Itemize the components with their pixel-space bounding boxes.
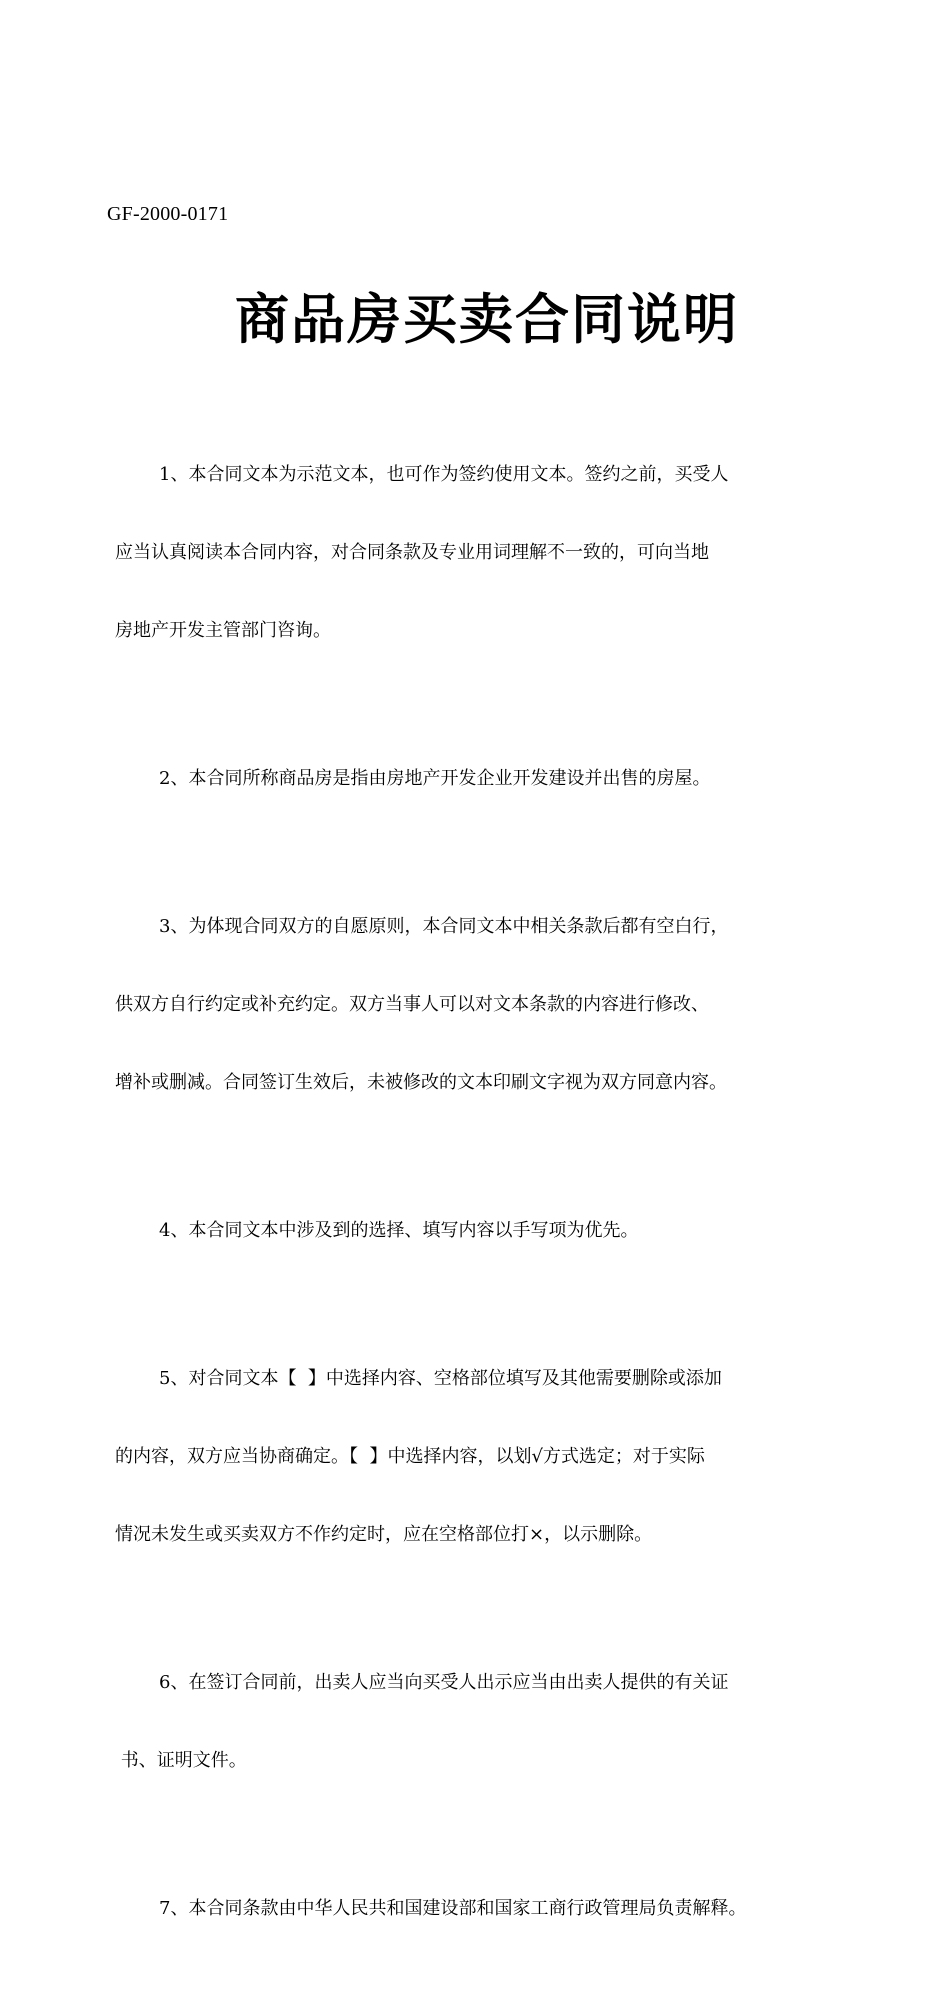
paragraph-line: 4、本合同文本中涉及到的选择、填写内容以手写项为优先。 <box>159 1220 639 1241</box>
paragraph-1 <box>115 410 905 696</box>
paragraph-6 <box>115 1618 905 1826</box>
paragraph-7 <box>115 1844 905 1974</box>
paragraph-line: 供双方自行约定或补充约定。双方当事人可以对文本条款的内容进行修改、 <box>115 994 709 1015</box>
page-title: 商品房买卖合同说明 <box>235 288 739 351</box>
paragraph-line: 书、证明文件。 <box>115 1750 247 1771</box>
paragraph-line: 房地产开发主管部门咨询。 <box>115 620 331 641</box>
paragraph-line: 1、本合同文本为示范文本，也可作为签约使用文本。签约之前，买受人 <box>159 464 729 485</box>
paragraph-line: 3、为体现合同双方的自愿原则，本合同文本中相关条款后都有空白行， <box>159 916 729 937</box>
paragraph-line: 情况未发生或买卖双方不作约定时，应在空格部位打×，以示删除。 <box>115 1524 653 1545</box>
paragraph-line: 增补或删减。合同签订生效后，未被修改的文本印刷文字视为双方同意内容。 <box>115 1072 727 1093</box>
paragraph-line: 6、在签订合同前，出卖人应当向买受人出示应当由出卖人提供的有关证 <box>159 1672 729 1693</box>
paragraph-line: 7、本合同条款由中华人民共和国建设部和国家工商行政管理局负责解释。 <box>159 1898 747 1919</box>
instructions-body <box>115 410 905 1992</box>
paragraph-4 <box>115 1166 905 1296</box>
paragraph-line: 的内容，双方应当协商确定。【 】中选择内容，以划√方式选定；对于实际 <box>115 1446 705 1467</box>
paragraph-3 <box>115 862 905 1148</box>
paragraph-line: 应当认真阅读本合同内容，对合同条款及专业用词理解不一致的，可向当地 <box>115 542 709 563</box>
paragraph-5 <box>115 1314 905 1600</box>
paragraph-line: 2、本合同所称商品房是指由房地产开发企业开发建设并出售的房屋。 <box>159 768 711 789</box>
paragraph-line: 5、对合同文本【 】中选择内容、空格部位填写及其他需要删除或添加 <box>159 1368 722 1389</box>
document-code: GF-2000-0171 <box>107 203 229 225</box>
paragraph-2 <box>115 714 905 844</box>
